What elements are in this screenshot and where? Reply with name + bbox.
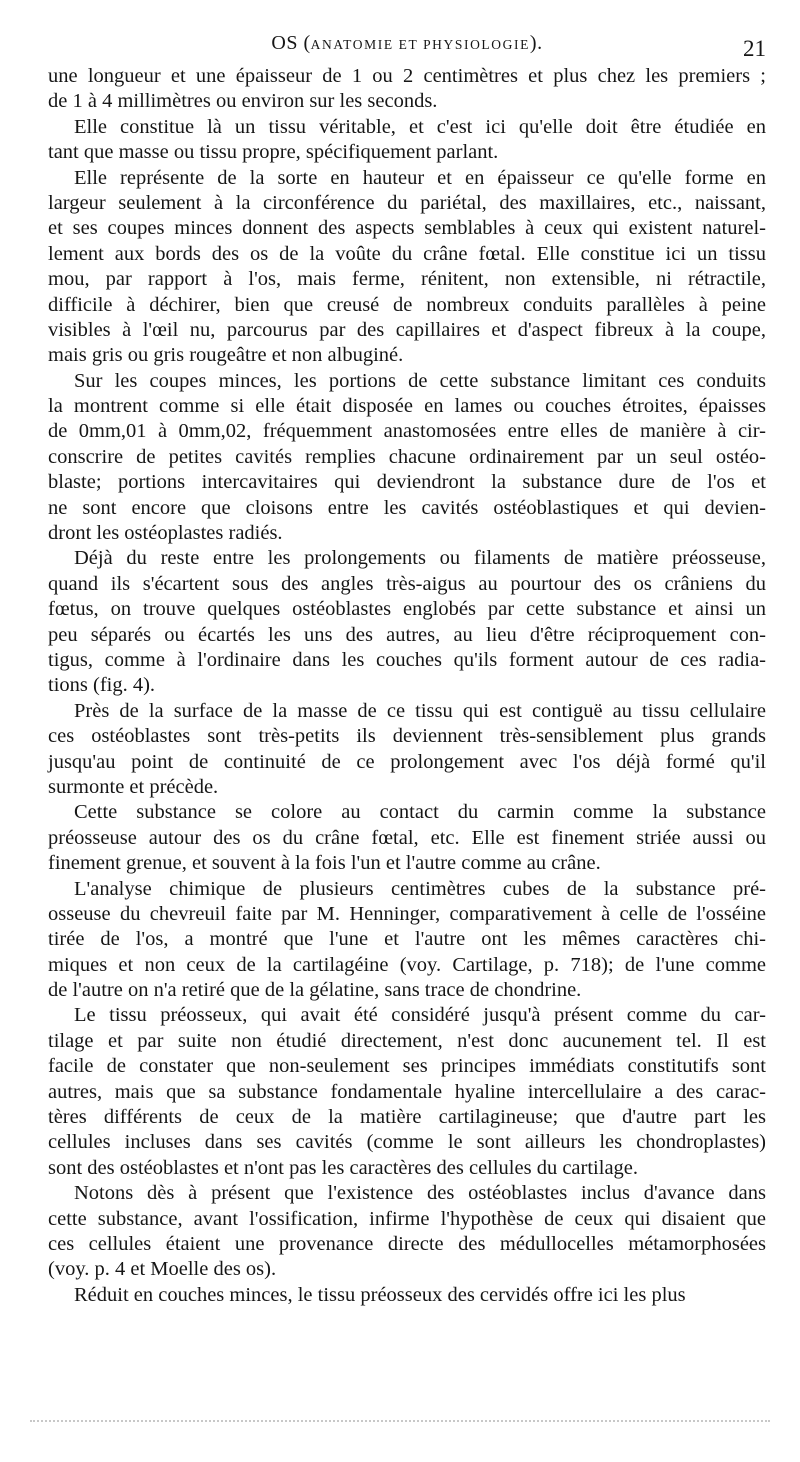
text-line: blaste; portions intercavitaires qui deviendront la substance dure de l'os et [48,471,766,494]
text-line: ne sont encore que cloisons entre les cavités ostéoblastiques et qui devien- [48,496,766,519]
text-line: peu séparés ou écartés les uns des autres, au lieu d'être réciproquement con- [48,623,766,646]
text-line: fœtus, on trouve quelques ostéoblastes englobés par cette substance et ainsi un [48,598,766,621]
text-line: largeur seulement à la circonférence du pariétal, des maxillaires, etc., naissant, [48,191,766,214]
running-head [48,30,766,62]
text-line: Notons dès à présent que l'existence des ostéoblastes inclus d'avance dans [74,1182,766,1205]
text-line: cette substance, avant l'ossification, infirme l'hypothèse de ceux qui disaient que [48,1207,766,1230]
text-line: quand ils s'écartent sous des angles très-aigus au pourtour des os crâniens du [48,572,766,595]
footer-dotted-rule [30,1420,770,1422]
text-line: jusqu'au point de continuité de ce prolongement avec l'os déjà formé qu'il [48,750,766,773]
text-line: tions (fig. 4). [48,674,156,697]
text-line: la montrent comme si elle était disposée en lames ou couches étroites, épaisses [48,395,766,418]
text-line: autres, mais que sa substance fondamentale hyaline intercellulaire a des carac- [48,1080,766,1103]
page-number: 21 [743,36,766,61]
text-line: tilage et par suite non étudié directement, n'est donc aucunement tel. Il est [48,1029,766,1052]
text-line: L'analyse chimique de plusieurs centimètres cubes de la substance pré- [74,877,766,900]
text-line: tigus, comme à l'ordinaire dans les couches qu'ils forment autour de ces radia- [48,648,766,671]
text-line: miques et non ceux de la cartilagéine (voy. Cartilage, p. 718); de l'une comme [48,953,766,976]
text-line: et ses coupes minces donnent des aspects semblables à ceux qui existent naturel- [48,217,766,240]
text-line: ces cellules étaient une provenance directe des médullocelles métamorphosées [48,1232,766,1255]
running-title [48,32,766,55]
text-line: Réduit en couches minces, le tissu préosseux des cervidés offre ici les plus [74,1283,686,1306]
text-line: Près de la surface de la masse de ce tissu qui est contiguë au tissu cellulaire [74,699,766,722]
text-line: Déjà du reste entre les prolongements ou filaments de matière préosseuse, [74,547,766,570]
text-line: tirée de l'os, a montré que l'une et l'autre ont les mêmes caractères chi- [48,928,766,951]
text-line: ces ostéoblastes sont très-petits ils deviennent très-sensiblement plus grands [48,725,766,748]
text-line: mais gris ou gris rougeâtre et non albuginé. [48,344,404,367]
text-line: de l'autre on n'a retiré que de la gélatine, sans trace de chondrine. [48,979,582,1002]
text-line: surmonte et précède. [48,775,219,798]
text-line: lement aux bords des os de la voûte du crâne fœtal. Elle constitue ici un tissu [48,242,766,265]
running-title-end: ). [529,32,543,54]
text-line: mou, par rapport à l'os, mais ferme, rénitent, non extensible, ni rétractile, [48,268,766,291]
text-line: tant que masse ou tissu propre, spécifiquement parlant. [48,141,499,164]
text-line: sont des ostéoblastes et n'ont pas les caractères des cellules du cartilage. [48,1156,639,1179]
text-line: Le tissu préosseux, qui avait été considéré jusqu'à présent comme du car- [74,1004,766,1027]
text-line: Elle constitue là un tissu véritable, et c'est ici qu'elle doit être étudiée en [74,115,766,138]
text-line: osseuse du chevreuil faite par M. Henninger, comparativement à celle de l'osséine [48,902,766,925]
text-line: difficile à déchirer, bien que creusé de nombreux conduits parallèles à peine [48,293,766,316]
running-title-main: OS ( [271,32,311,54]
text-line: conscrire de petites cavités remplies chacune ordinairement par un seul ostéo- [48,445,766,468]
text-line: Cette substance se colore au contact du carmin comme la substance [74,801,766,824]
text-line: tères différents de ceux de la matière cartilagineuse; que d'autre part les [48,1106,766,1129]
text-line: Sur les coupes minces, les portions de cette substance limitant ces conduits [74,369,766,392]
text-line: visibles à l'œil nu, parcourus par des capillaires et d'aspect fibreux à la coupe, [48,318,766,341]
text-line: de 1 à 4 millimètres ou environ sur les seconds. [48,90,438,113]
text-line: dront les ostéoplastes radiés. [48,522,283,545]
running-title-smallcaps: ANATOMIE ET PHYSIOLOGIE [310,37,530,52]
text-line: de 0mm,01 à 0mm,02, fréquemment anastomosées entre elles de manière à cir- [48,420,766,443]
body-text [48,64,766,1308]
text-line: Elle représente de la sorte en hauteur et en épaisseur ce qu'elle forme en [74,166,766,189]
text-line: finement grenue, et souvent à la fois l'un et l'autre comme au crâne. [48,852,601,875]
text-line: préosseuse autour des os du crâne fœtal, etc. Elle est finement striée aussi ou [48,826,766,849]
text-line: (voy. p. 4 et Moelle des os). [48,1258,277,1281]
text-line: une longueur et une épaisseur de 1 ou 2 centimètres et plus chez les premiers ; [48,65,766,87]
text-line: cellules incluses dans ses cavités (comme le sont ailleurs les chondroplastes) [48,1131,766,1154]
text-line: facile de constater que non-seulement ses principes immédiats constitutifs sont [48,1055,766,1078]
